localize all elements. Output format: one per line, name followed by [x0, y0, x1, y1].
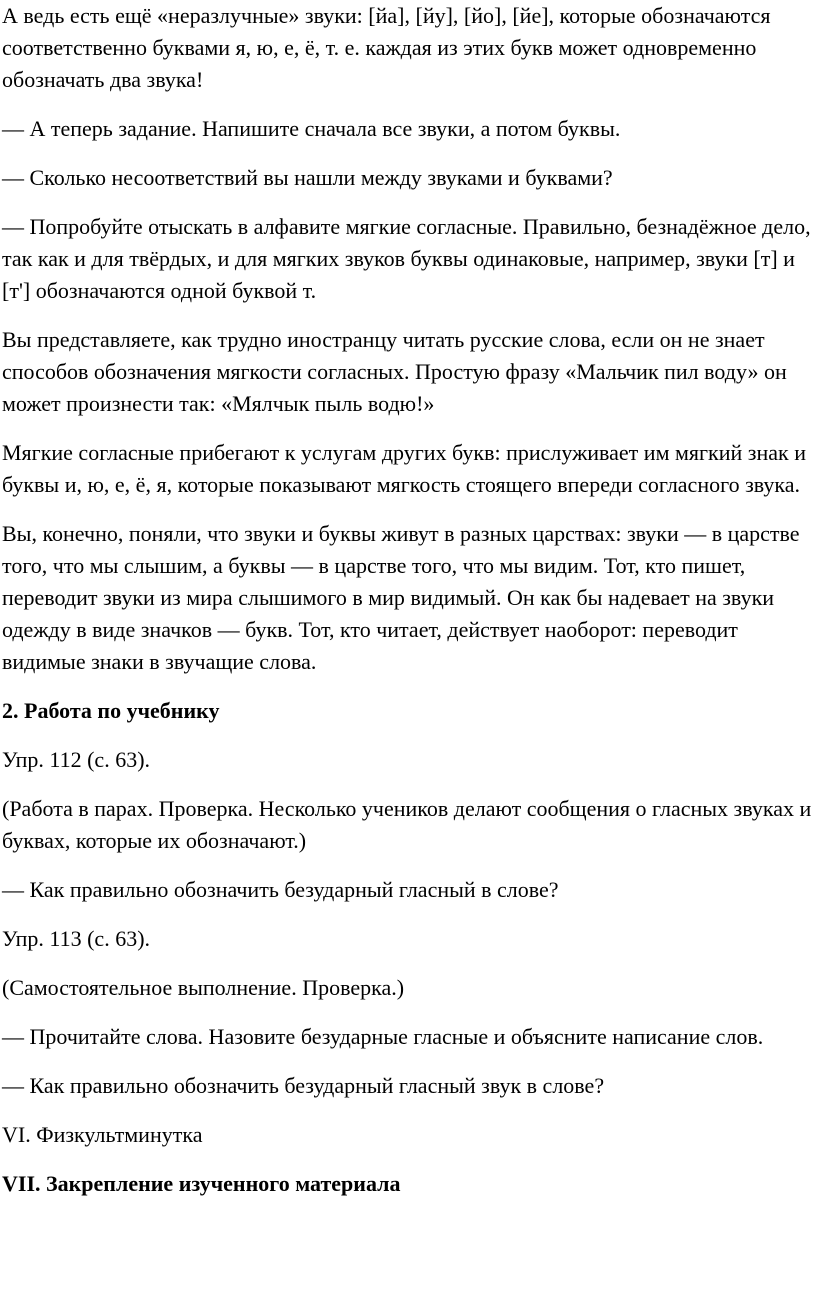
- paragraph-question-mismatches: — Сколько несоответствий вы нашли между звуками и буквами?: [2, 165, 613, 190]
- paragraph-read-words: — Прочитайте слова. Назовите безударные гласные и объясните написание слов.: [2, 1024, 764, 1049]
- section-heading-physical-break: VI. Физкультминутка: [2, 1122, 203, 1147]
- paragraph-independent-work: (Самостоятельное выполнение. Проверка.): [2, 975, 405, 1000]
- exercise-113-label: Упр. 113 (с. 63).: [2, 926, 151, 951]
- paragraph-question-unstressed-vowel: — Как правильно обозначить безударный гласный в слове?: [2, 877, 559, 902]
- paragraph-pair-work: (Работа в парах. Проверка. Несколько учеников делают сообщения о гласных звуках и буквах, которые их обозначают.): [2, 796, 812, 853]
- section-heading-consolidation: VII. Закрепление изученного материала: [2, 1171, 401, 1196]
- paragraph-foreigner-reading: Вы представляете, как трудно иностранцу читать русские слова, если он не знает способов обозначения мягкости согласных. Простую фразу «Мальчик пил воду» он может произнести так: «Мялчык пыль водю!»: [2, 327, 787, 416]
- paragraph-task-write-sounds: — А теперь задание. Напишите сначала все звуки, а потом буквы.: [2, 116, 621, 141]
- exercise-112-label: Упр. 112 (с. 63).: [2, 747, 151, 772]
- section-heading-textbook-work: 2. Работа по учебнику: [2, 698, 220, 723]
- paragraph-question-unstressed-sound: — Как правильно обозначить безударный гласный звук в слове?: [2, 1073, 605, 1098]
- paragraph-paired-sounds: А ведь есть ещё «неразлучные» звуки: [йа], [йу], [йо], [йе], которые обозначаются соответственно буквами я, ю, е, ё, т. е. каждая из этих букв может одновременно обозначать два звука!: [2, 3, 771, 92]
- paragraph-soft-consonant-helpers: Мягкие согласные прибегают к услугам других букв: прислуживает им мягкий знак и буквы и, ю, е, ё, я, которые показывают мягкость стоящего впереди согласного звука.: [2, 440, 806, 497]
- paragraph-sound-letter-kingdoms: Вы, конечно, поняли, что звуки и буквы живут в разных царствах: звуки — в царстве того, что мы слышим, а буквы — в царстве того, что мы видим. Тот, кто пишет, переводит звуки из мира слышимого в мир видимый. Он как бы надевает на звуки одежду в виде значков — букв. Тот, кто читает, действует наоборот: переводит видимые знаки в звучащие слова.: [2, 521, 800, 674]
- paragraph-soft-consonants: — Попробуйте отыскать в алфавите мягкие согласные. Правильно, безнадёжное дело, так как и для твёрдых, и для мягких звуков буквы одинаковые, например, звуки [т] и [т'] обозначаются одной буквой т.: [2, 214, 811, 303]
